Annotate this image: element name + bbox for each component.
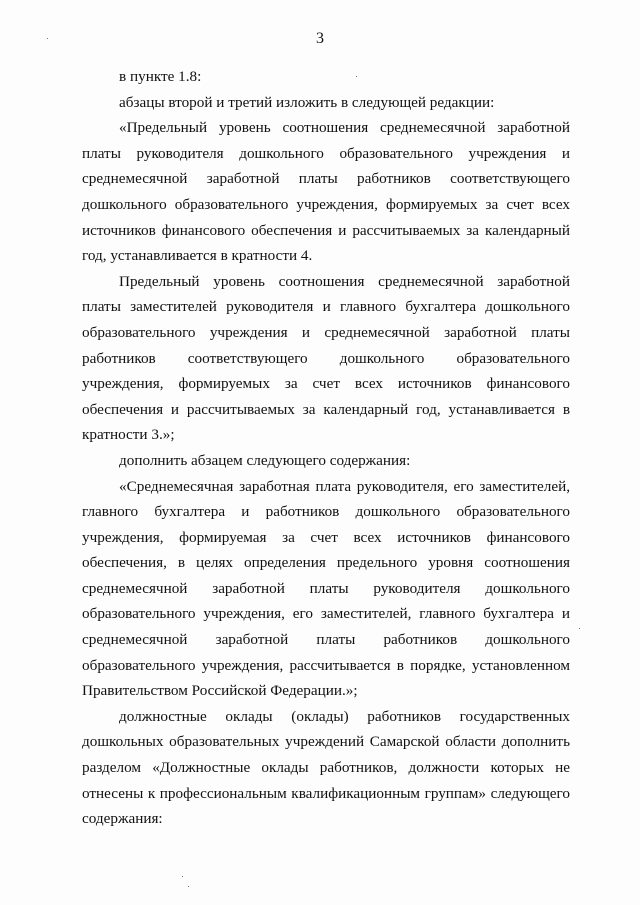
scan-speck bbox=[188, 886, 189, 887]
page-number: 3 bbox=[316, 30, 324, 47]
scan-speck bbox=[182, 876, 183, 877]
paragraph-add-instruction: дополнить абзацем следующего содержания: bbox=[119, 451, 411, 469]
paragraph-point-1-8: в пункте 1.8: bbox=[119, 68, 202, 85]
paragraph-amend-instruction: абзацы второй и третий изложить в следующей редакции: bbox=[119, 93, 495, 111]
document-body bbox=[82, 64, 570, 832]
scan-speck bbox=[47, 38, 48, 39]
paragraph-ratio-deputies: Предельный уровень соотношения среднемесячной заработной платы заместителей руководителя и главного бухгалтера дошкольного образовательного учреждения и среднемесячной заработной платы работников соответствующего дошкольного образовательного учреждения, формируемых за счет всех источников финансового обеспечения и рассчитываемых за календарный год, устанавливается в кратности 3.»; bbox=[82, 272, 570, 444]
paragraph-salaries-section: должностные оклады (оклады) работников государственных дошкольных образовательных учреждений Самарской области дополнить разделом «Должностные оклады работников, должности которых не отнесены к профессиональным квалификационным группам» следующего содержания: bbox=[82, 707, 570, 828]
paragraph-average-salary: «Среднемесячная заработная плата руководителя, его заместителей, главного бухгалтера и работников дошкольного образовательного учреждения, формируемая за счет всех источников финансового обеспечения, в целях определения предельного уровня соотношения среднемесячной заработной платы руководителя дошкольного образовательного учреждения, его заместителей, главного бухгалтера и среднемесячной заработной платы работников дошкольного образовательного учреждения, рассчитывается в порядке, установленном Правительством Российской Федерации.»; bbox=[82, 477, 570, 700]
scan-speck bbox=[356, 76, 357, 77]
paragraph-ratio-director: «Предельный уровень соотношения среднемесячной заработной платы руководителя дошкольного образовательного учреждения и среднемесячной заработной платы работников соответствующего дошкольного образовательного учреждения, формируемых за счет всех источников финансового обеспечения и рассчитываемых за календарный год, устанавливается в кратности 4. bbox=[82, 119, 570, 265]
scan-speck bbox=[579, 628, 580, 629]
